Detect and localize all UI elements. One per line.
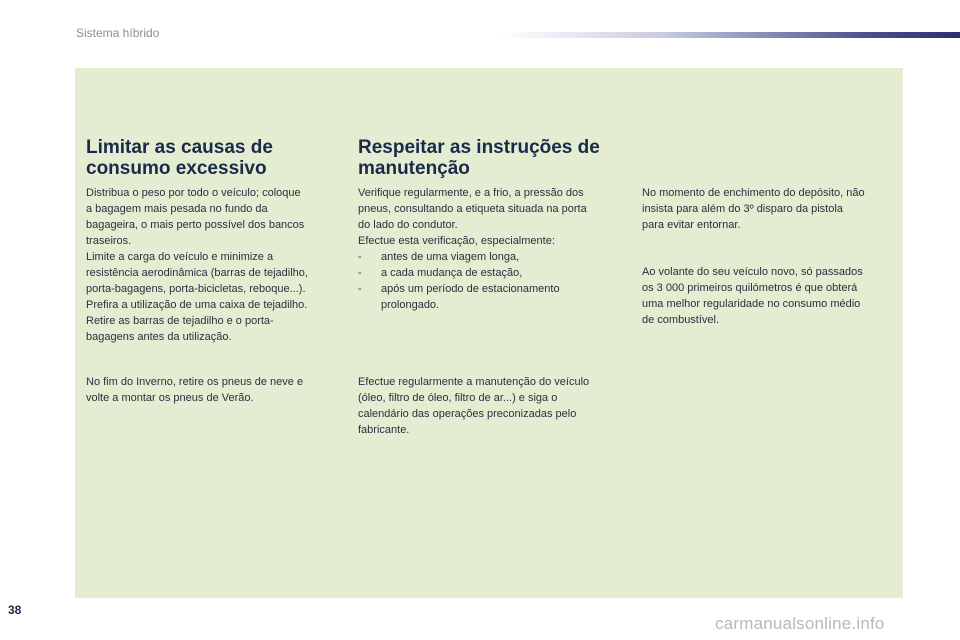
heading-line: Respeitar as instruções de — [358, 137, 600, 158]
text-line: uma melhor regularidade no consumo médio — [642, 298, 861, 310]
paragraph-pneus-inverno — [86, 374, 303, 406]
text-line: bagagens antes da utilização. — [86, 331, 232, 343]
page-number: 38 — [8, 603, 22, 617]
text-line: pneus, consultando a etiqueta situada na porta — [358, 203, 587, 215]
text-line: Verifique regularmente, e a frio, a pressão dos — [358, 187, 584, 199]
heading-limitar — [86, 137, 273, 179]
text-line: os 3 000 primeiros quilómetros é que obterá — [642, 282, 858, 294]
bullet-dash: - — [358, 267, 362, 279]
text-line: (óleo, filtro de óleo, filtro de ar...) e siga o — [358, 392, 558, 404]
heading-respeitar — [358, 137, 600, 179]
text-line: calendário das operações preconizadas pelo — [358, 408, 577, 420]
text-line: traseiros. — [86, 235, 132, 247]
text-line: No fim do Inverno, retire os pneus de neve e — [86, 376, 304, 388]
text-line: Efectue esta verificação, especialmente: — [358, 235, 555, 247]
bullet-text: prolongado. — [381, 299, 440, 311]
bullet-text: após um período de estacionamento — [381, 283, 560, 295]
watermark: carmanualsonline.info — [715, 614, 885, 633]
text-line: insista para além do 3º disparo da pistola — [642, 203, 843, 215]
paragraph-peso — [86, 185, 308, 345]
paragraph-manutencao — [358, 374, 589, 438]
bullet-text: a cada mudança de estação, — [381, 267, 523, 279]
paragraph-pressao — [358, 185, 587, 313]
list-item — [358, 249, 587, 265]
bullet-text: antes de uma viagem longa, — [381, 251, 520, 263]
heading-line: Limitar as causas de — [86, 137, 273, 158]
list-item — [358, 265, 587, 281]
header-gradient-bar — [500, 32, 960, 38]
text-line: do lado do condutor. — [358, 219, 458, 231]
paragraph-veiculo-novo — [642, 264, 863, 328]
text-line: fabricante. — [358, 424, 410, 436]
text-line: volte a montar os pneus de Verão. — [86, 392, 254, 404]
text-line: a bagagem mais pesada no fundo da — [86, 203, 268, 215]
heading-line: manutenção — [358, 158, 470, 179]
text-line: Limite a carga do veículo e minimize a — [86, 251, 274, 263]
text-line: resistência aerodinâmica (barras de tejadilho, — [86, 267, 308, 279]
text-line: porta-bagagens, porta-bicicletas, reboque...). — [86, 283, 306, 295]
text-line: para evitar entornar. — [642, 219, 741, 231]
paragraph-deposito — [642, 185, 865, 233]
text-line: Distribua o peso por todo o veículo; coloque — [86, 187, 301, 199]
bullet-dash: - — [358, 251, 362, 263]
heading-line: consumo excessivo — [86, 158, 267, 179]
bullet-dash: - — [358, 283, 362, 295]
text-line: Prefira a utilização de uma caixa de tejadilho. — [86, 299, 308, 311]
text-line: Retire as barras de tejadilho e o porta- — [86, 315, 274, 327]
text-line: bagageira, o mais perto possível dos bancos — [86, 219, 305, 231]
text-line: No momento de enchimento do depósito, não — [642, 187, 865, 199]
text-line: Efectue regularmente a manutenção do veículo — [358, 376, 590, 388]
text-line: Ao volante do seu veículo novo, só passados — [642, 266, 863, 278]
header-title: Sistema híbrido — [76, 26, 160, 40]
text-line: de combustível. — [642, 314, 720, 326]
list-item — [358, 281, 587, 313]
